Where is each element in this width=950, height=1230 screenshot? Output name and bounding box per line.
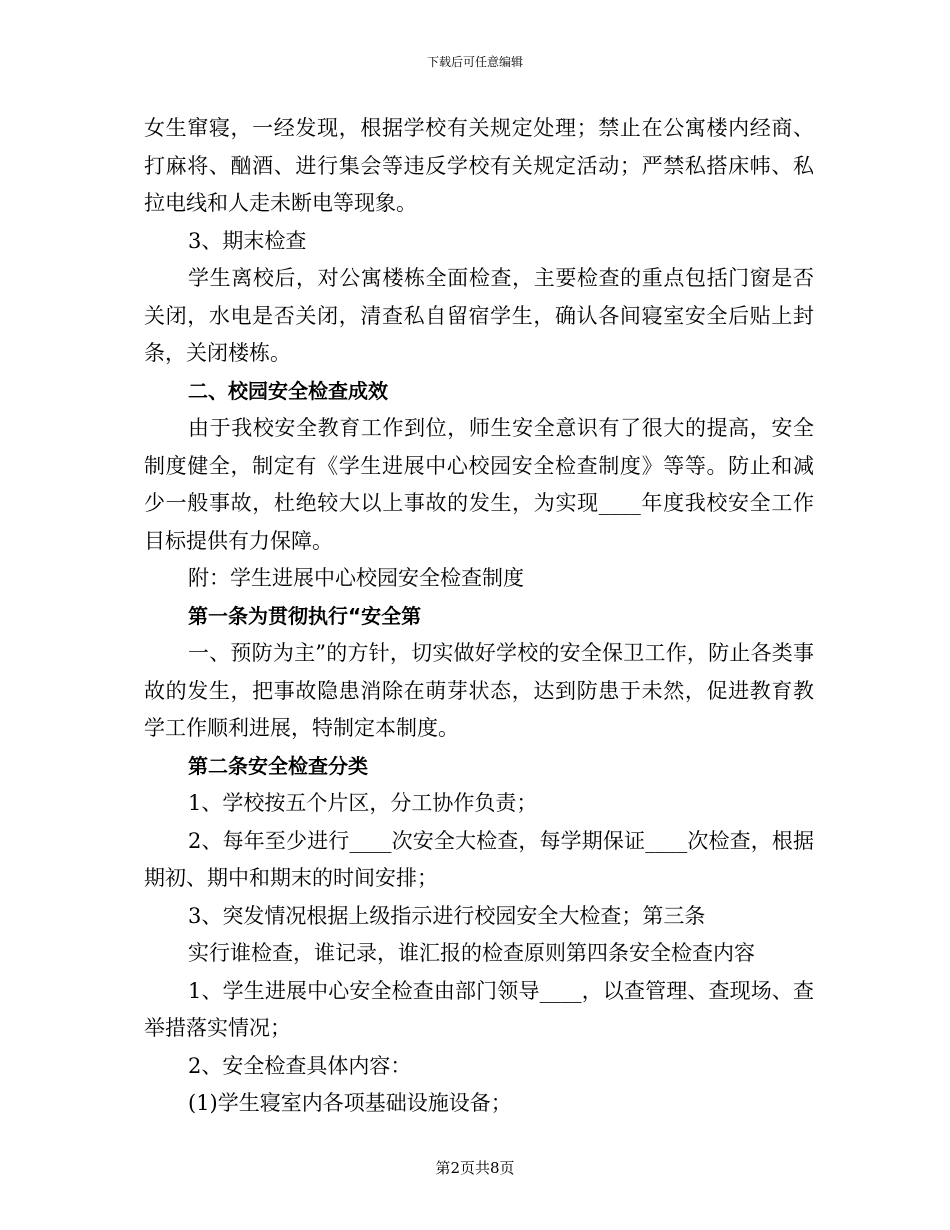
page-header: 下载后可任意编辑 — [426, 55, 523, 69]
paragraph: 由于我校安全教育工作到位，师生安全意识有了很大的提高，安全制度健全，制定有《学生进展中心校园安全检查制度》等等。防止和减少一般事故，杜绝较大以上事故的发生，为实现____年度我校安全工作目标提供有力保障。 — [144, 416, 814, 553]
paragraph: 3、期末检查 — [188, 228, 307, 253]
section-heading: 二、校园安全检查成效 — [188, 378, 388, 403]
paragraph: 附：学生进展中心校园安全检查制度 — [188, 566, 524, 590]
paragraph: 实行谁检查，谁记录，谁汇报的检查原则第四条安全检查内容 — [188, 941, 755, 965]
list-item: (1)学生寝室内各项基础设施设备； — [188, 1091, 512, 1115]
list-item: 2、每年至少进行____次安全大检查，每学期保证____次检查，根据期初、期中和期末的时间安排； — [144, 828, 814, 890]
page-footer: 第2页共8页 — [435, 1159, 515, 1177]
document-body — [144, 110, 814, 1123]
list-item: 1、学生进展中心安全检查由部门领导____，以查管理、查现场、查举措落实情况； — [144, 978, 814, 1040]
article-heading: 第一条为贯彻执行“安全第 — [188, 603, 422, 628]
list-item: 3、突发情况根据上级指示进行校园安全大检查；第三条 — [188, 903, 706, 928]
paragraph: 女生窜寝，一经发现，根据学校有关规定处理；禁止在公寓楼内经商、打麻将、酗酒、进行集会等违反学校有关规定活动；严禁私搭床帏、私拉电线和人走未断电等现象。 — [144, 116, 814, 215]
list-item: 2、安全检查具体内容： — [188, 1053, 412, 1078]
paragraph: 一、预防为主”的方针，切实做好学校的安全保卫工作，防止各类事故的发生，把事故隐患消除在萌芽状态，达到防患于未然，促进教育教学工作顺利进展，特制定本制度。 — [144, 641, 814, 740]
article-heading: 第二条安全检查分类 — [188, 753, 368, 778]
list-item: 1、学校按五个片区，分工协作负责； — [188, 791, 538, 815]
paragraph: 学生离校后，对公寓楼栋全面检查，主要检查的重点包括门窗是否关闭，水电是否关闭，清查私自留宿学生，确认各间寝室安全后贴上封条，关闭楼栋。 — [144, 266, 814, 365]
